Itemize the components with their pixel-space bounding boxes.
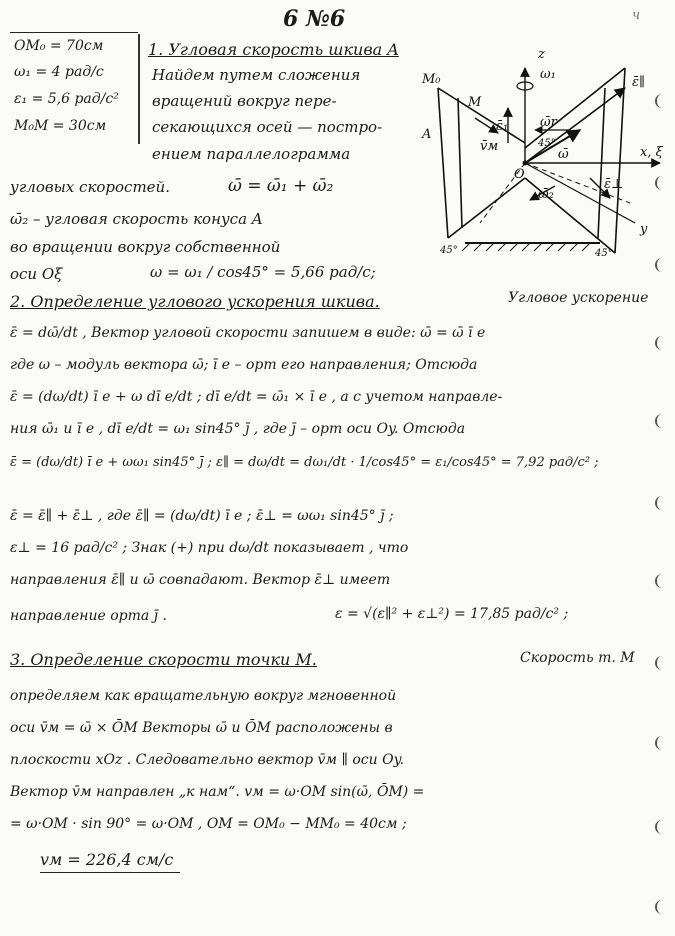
section2-line-5: ε̄ = (dω/dt) ī e + ωω₁ sin45° j̄ ; ε∥ = dω/dt = dω₁/dt · 1/cos45° = ε₁/cos45° = 7,92 рад/с² ; [10, 455, 599, 470]
given-m0m: M₀M = 30см [14, 118, 107, 134]
section2-line-4: ния ω̄₁ и ī e , dī e/dt = ω₁ sin45° j̄ , где j̄ – орт оси Oy. Отсюда [10, 421, 466, 437]
section3-side-note: Скорость т. M [520, 650, 635, 666]
label-angle: 45° [538, 138, 556, 149]
section3-line-2: оси v̄м = ω̄ × ŌM Векторы ω̄ и ŌM расположены в [10, 720, 393, 736]
label-eps-parallel: ε̄∥ [632, 75, 645, 90]
section1-formula-1: ω̄ = ω̄₁ + ω̄₂ [228, 176, 334, 196]
section2-line-10: ε = √(ε∥² + ε⊥²) = 17,85 рад/с² ; [335, 606, 569, 622]
section2-side-note: Угловое ускорение [508, 290, 649, 306]
given-omega1: ω₁ = 4 рад/с [14, 64, 104, 80]
label-x: x, ξ [640, 145, 663, 160]
section3-line-4: Вектор v̄м направлен „к нам“. vм = ω·OM sin(ω̄, ŌM) = [10, 784, 425, 800]
section2-line-2: где ω – модуль вектора ω̄; ī e – орт его направления; Отсюда [10, 357, 478, 373]
section1-line-7: во вращении вокруг собственной [10, 238, 281, 256]
margin-mark [655, 820, 663, 834]
label-angle-right: 45° [595, 248, 613, 259]
given-top-rule [10, 32, 138, 33]
section1-heading: 1. Угловая скорость шкива A [148, 40, 399, 59]
margin-mark [655, 900, 663, 914]
section2-line-7: ε⊥ = 16 рад/с² ; Знак (+) при dω/dt показывает , что [10, 540, 409, 556]
section2-line-8: направления ε̄∥ и ω̄ совпадают. Вектор ε̄⊥ имеет [10, 572, 391, 588]
given-om0: OM₀ = 70см [14, 38, 104, 54]
given-eps1: ε₁ = 5,6 рад/с² [14, 91, 119, 107]
result-underline [40, 872, 180, 873]
margin-mark [655, 176, 663, 190]
vm-vector [475, 118, 498, 133]
origin-point [523, 161, 528, 166]
cone-left-bottom-edge [448, 178, 525, 238]
section2-heading: 2. Определение углового ускорения шкива. [10, 292, 380, 311]
label-m: M [468, 95, 482, 110]
mechanism-diagram [420, 38, 670, 288]
section3-line-1: определяем как вращательную вокруг мгновенной [10, 688, 397, 704]
margin-mark [655, 258, 663, 272]
label-omega-r: ω̄r [540, 115, 557, 130]
section3-heading: 3. Определение скорости точки M. [10, 650, 317, 669]
cone-left-top-edge [438, 88, 525, 143]
cone-right-side [615, 68, 625, 253]
label-o: O [514, 167, 525, 182]
given-data-box [10, 34, 140, 144]
label-omega2: ω̄₂ [538, 187, 554, 202]
section1-line-3: секающихся осей — постро- [152, 118, 383, 136]
label-y: y [640, 222, 648, 237]
margin-mark [655, 574, 663, 588]
margin-mark [655, 736, 663, 750]
label-z: z [538, 47, 545, 62]
cone-left-side [438, 88, 448, 238]
margin-mark [655, 656, 663, 670]
corner-mark: ч [632, 8, 641, 23]
label-eps1: ε̄₁ [496, 119, 509, 134]
margin-mark [655, 94, 663, 108]
label-eps-perp: ε̄⊥ [604, 177, 624, 192]
ground-hatching [462, 243, 590, 251]
section2-line-1: ε̄ = dω̄/dt , Вектор угловой скорости запишем в виде: ω̄ = ω̄ ī e [10, 325, 486, 341]
section2-line-3: ε̄ = (dω/dt) ī e + ω dī e/dt ; dī e/dt = ω̄₁ × ī e , а с учетом направле- [10, 389, 503, 405]
section1-line-5: угловых скоростей. [10, 178, 170, 196]
section1-line-8: оси Oξ [10, 265, 63, 283]
section3-line-6: vм = 226,4 см/с [40, 850, 174, 869]
section1-line-4: ением параллелограмма [152, 145, 351, 163]
label-angle-left: 45° [440, 245, 458, 256]
section1-line-1: Найдем путем сложения [152, 66, 361, 84]
section3-line-3: плоскости xOz . Следовательно вектор v̄м ∥ оси Oy. [10, 752, 405, 768]
page-number: 6 №6 [283, 6, 346, 32]
section2-line-9: направление орта j̄ . [10, 608, 167, 624]
margin-mark [655, 496, 663, 510]
section2-line-6: ε̄ = ε̄∥ + ε̄⊥ , где ε̄∥ = (dω/dt) ī e ; ε̄⊥ = ωω₁ sin45° j̄ ; [10, 508, 394, 524]
margin-mark [655, 336, 663, 350]
label-a: A [422, 127, 432, 142]
label-omega: ω̄ [558, 147, 569, 162]
label-vm: v̄м [480, 139, 499, 154]
cone-left-inner-side [458, 98, 462, 228]
margin-mark [655, 414, 663, 428]
label-omega1: ω₁ [540, 67, 556, 82]
label-m0: M₀ [422, 72, 441, 87]
section1-formula-2: ω = ω₁ / cos45° = 5,66 рад/с; [150, 263, 376, 281]
section3-line-5: = ω·OM · sin 90° = ω·OM , OM = OM₀ − MM₀ = 40см ; [10, 816, 407, 832]
section1-line-2: вращений вокруг пере- [152, 92, 337, 110]
section1-line-6: ω̄₂ – угловая скорость конуса A [10, 210, 263, 228]
